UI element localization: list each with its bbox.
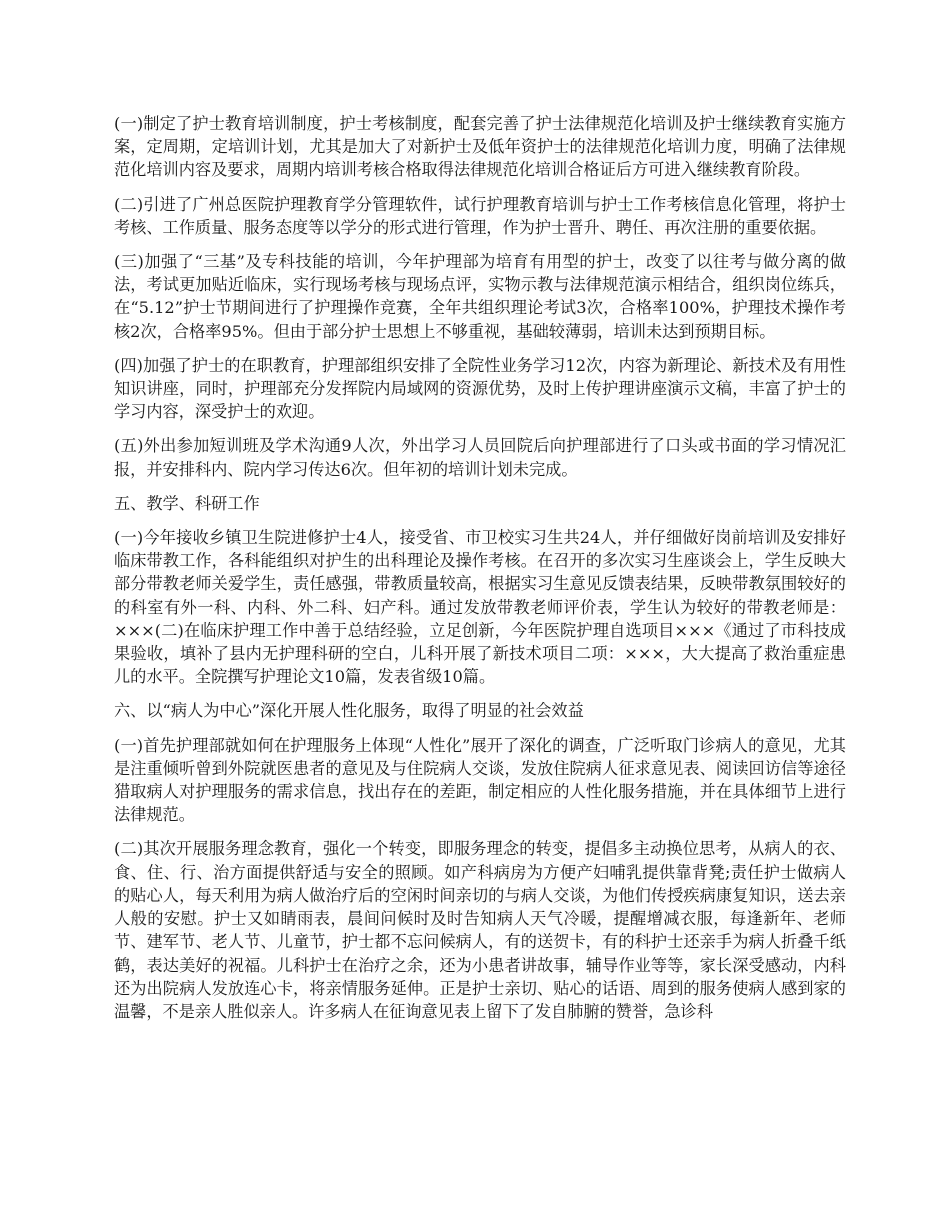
paragraph-credit-software: (二)引进了广州总医院护理教育学分管理软件，试行护理教育培训与护士工作考核信息化管理，将护士考核、工作质量、服务态度等以学分的形式进行管理，作为护士晋升、聘任、再次注册的重要依据。 <box>114 194 846 237</box>
paragraph-external-training: (五)外出参加短训班及学术沟通9人次，外出学习人员回院后向护理部进行了口头或书面的学习情况汇报，并安排科内、院内学习传达6次。但年初的培训计划未完成。 <box>114 436 846 479</box>
paragraph-three-basics: (三)加强了“三基”及专科技能的培训，今年护理部为培育有用型的护士，改变了以往考与做分离的做法，考试更加贴近临床，实行现场考核与现场点评，实物示教与法律规范演示相结合，组织岗位练兵，在“5.12”护士节期间进行了护理操作竞赛，全年共组织理论考试3次，合格率100%，护理技术操作考核2次，合格率95%。但由于部分护士思想上不够重视，基础较薄弱，培训未达到预期目标。 <box>114 252 846 341</box>
paragraph-service-concept: (二)其次开展服务理念教育，强化一个转变，即服务理念的转变，提倡多主动换位思考，从病人的衣、食、住、行、治方面提供舒适与安全的照顾。如产科病房为方便产妇哺乳提供靠背凳;责任护士做病人的贴心人，每天利用为病人做治疗后的空闲时间亲切的与病人交谈，为他们传授疾病康复知识，送去亲人般的安慰。护士又如睛雨表，晨间问候时及时告知病人天气冷暖，提醒增减衣服，每逢新年、老师节、建军节、老人节、儿童节，护士都不忘问候病人，有的送贺卡，有的科护士还亲手为病人折叠千纸鹤，表达美好的祝福。儿科护士在治疗之余，还为小患者讲故事，辅导作业等等，家长深受感动，内科还为出院病人发放连心卡，将亲情服务延伸。正是护士亲切、贴心的话语、周到的服务使病人感到家的温馨，不是亲人胜似亲人。许多病人在征询意见表上留下了发自肺腑的赞誉，急诊科 <box>114 839 846 1021</box>
document-body <box>114 112 846 1034</box>
paragraph-training-system: (一)制定了护士教育培训制度，护士考核制度，配套完善了护士法律规范化培训及护士继续教育实施方案，定周期，定培训计划，尤其是加大了对新护士及低年资护士的法律规范化培训力度，明确了法律规范化培训内容及要求，周期内培训考核合格取得法律规范化培训合格证后方可进入继续教育阶段。 <box>114 114 846 180</box>
paragraph-teaching: (一)今年接收乡镇卫生院进修护士4人，接受省、市卫校实习生共24人，并仔细做好岗前培训及安排好临床带教工作，各科能组织对护生的出科理论及操作考核。在召开的多次实习生座谈会上，学生反映大部分带教老师关爱学生，责任感强，带教质量较高，根据实习生意见反馈表结果，反映带教氛围较好的的科室有外一科、内科、外二科、妇产科。通过发放带教老师评价表，学生认为较好的带教老师是：×××(二)在临床护理工作中善于总结经验，立足创新，今年医院护理自选项目×××《通过了市科技成果验收，填补了县内无护理科研的空白，儿科开展了新技术项目二项：×××，大大提高了救治重症患儿的水平。全院撰写护理论文10篇，发表省级10篇。 <box>114 528 846 687</box>
section-heading-teaching-research: 五、教学、科研工作 <box>114 493 260 513</box>
paragraph-in-service-education: (四)加强了护士的在职教育，护理部组织安排了全院性业务学习12次，内容为新理论、新技术及有用性知识讲座，同时，护理部充分发挥院内局域网的资源优势，及时上传护理讲座演示文稿，丰富了护士的学习内容，深受护士的欢迎。 <box>114 355 846 422</box>
paragraph-survey: (一)首先护理部就如何在护理服务上体现“人性化”展开了深化的调查，广泛听取门诊病人的意见，尤其是注重倾听曾到外院就医患者的意见及与住院病人交谈，发放住院病人征求意见表、阅读回访信等途径猎取病人对护理服务的需求信息，找出存在的差距，制定相应的人性化服务措施，并在具体细节上进行法律规范。 <box>114 735 846 825</box>
section-heading-humanized-service: 六、以“病人为中心”深化开展人性化服务，取得了明显的社会效益 <box>114 701 584 721</box>
